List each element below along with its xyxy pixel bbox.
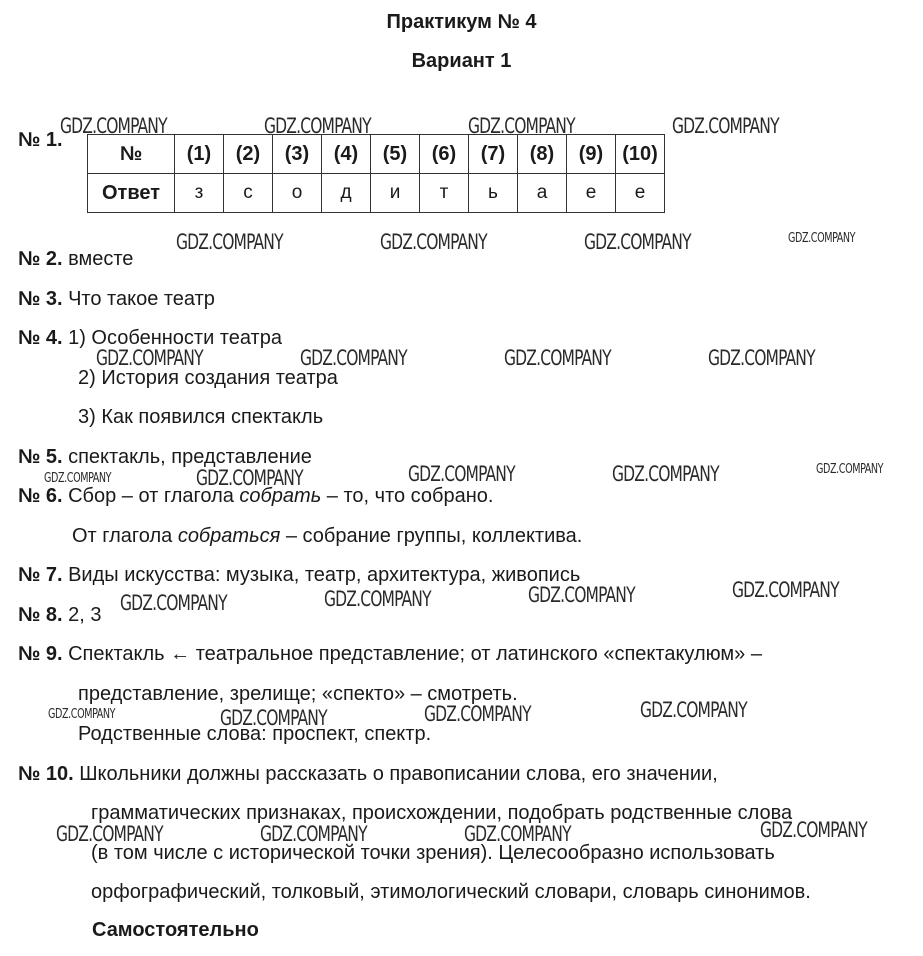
task4-item: 3) Как появился спектакль: [78, 406, 324, 428]
task6-label: № 6.: [18, 485, 63, 507]
task9-line3: Родственные слова: проспект, спектр.: [78, 723, 432, 745]
task6-verb: собрать: [239, 485, 322, 507]
answer-table-col: (9): [567, 135, 616, 174]
answer-table-header-row: [88, 135, 665, 174]
task9-label: № 9.: [18, 643, 63, 665]
watermark: GDZ.COMPANY: [672, 114, 779, 138]
watermark: GDZ.COMPANY: [760, 818, 867, 842]
task9-text: Спектакль ← театральное представление; от латинского «спектакулюм» –: [68, 643, 762, 665]
answer-cell: ь: [469, 174, 518, 213]
watermark: GDZ.COMPANY: [264, 114, 371, 138]
watermark: GDZ.COMPANY: [424, 702, 531, 726]
task6-text: Сбор – от глагола: [68, 485, 240, 507]
answer-table-number-header: №: [88, 135, 175, 174]
task7: [18, 563, 580, 587]
task6-verb: собраться: [177, 525, 281, 547]
task2: [18, 247, 133, 271]
watermark: GDZ.COMPANY: [584, 230, 691, 254]
task5-answer: спектакль, представление: [68, 446, 312, 468]
answer-cell: д: [322, 174, 371, 213]
watermark: GDZ.COMPANY: [504, 346, 611, 370]
answer-table-col: (4): [322, 135, 371, 174]
answer-table-values-row: [88, 174, 665, 213]
task6-text: – то, что собрано.: [321, 485, 494, 507]
task5-label: № 5.: [18, 446, 63, 468]
answer-table-col: (10): [616, 135, 665, 174]
task6-line2: [72, 524, 582, 548]
watermark: GDZ.COMPANY: [468, 114, 575, 138]
answer-cell: з: [175, 174, 224, 213]
answer-table-col: (7): [469, 135, 518, 174]
task8-label: № 8.: [18, 604, 63, 626]
task10-line2: грамматических признаках, происхождении, подобрать родственные слова: [91, 802, 793, 824]
task4-label: № 4.: [18, 327, 63, 349]
task6-text: От глагола: [72, 525, 178, 547]
task7-label: № 7.: [18, 564, 63, 586]
task10-line3: (в том числе с исторической точки зрения). Целесообразно использовать: [91, 842, 775, 864]
task4-item: 1) Особенности театра: [68, 327, 282, 349]
page-title: Практикум № 4: [386, 11, 537, 33]
answer-table: [87, 134, 665, 213]
watermark: GDZ.COMPANY: [48, 707, 116, 722]
task7-answer: Виды искусства: музыка, театр, архитектура, живопись: [68, 564, 581, 586]
answer-table-col: (1): [175, 135, 224, 174]
answer-table-col: (6): [420, 135, 469, 174]
task4-item: 2) История создания театра: [78, 367, 338, 389]
task9-line1: [18, 642, 762, 666]
watermark: GDZ.COMPANY: [324, 587, 431, 611]
watermark: GDZ.COMPANY: [408, 462, 515, 486]
watermark: GDZ.COMPANY: [96, 346, 203, 370]
watermark: GDZ.COMPANY: [300, 346, 407, 370]
watermark: GDZ.COMPANY: [528, 583, 635, 607]
task8-answer: 2, 3: [68, 604, 102, 626]
task10-label: № 10.: [18, 763, 74, 785]
task1-label: № 1.: [18, 129, 63, 151]
task2-label: № 2.: [18, 248, 63, 270]
watermark: GDZ.COMPANY: [816, 462, 884, 477]
task10-line4: орфографический, толковый, этимологический словари, словарь синонимов.: [91, 881, 811, 903]
answer-cell: с: [224, 174, 273, 213]
task10-line1: [18, 762, 718, 786]
answer-table-col: (8): [518, 135, 567, 174]
watermark: GDZ.COMPANY: [220, 706, 327, 730]
watermark: GDZ.COMPANY: [44, 471, 112, 486]
answer-cell: и: [371, 174, 420, 213]
answer-cell: е: [616, 174, 665, 213]
watermark: GDZ.COMPANY: [464, 822, 571, 846]
watermark: GDZ.COMPANY: [732, 578, 839, 602]
task8: [18, 603, 101, 627]
task3-answer: Что такое театр: [68, 288, 215, 310]
answer-table-col: (3): [273, 135, 322, 174]
watermark: GDZ.COMPANY: [708, 346, 815, 370]
watermark: GDZ.COMPANY: [380, 230, 487, 254]
watermark: GDZ.COMPANY: [612, 462, 719, 486]
watermark: GDZ.COMPANY: [640, 698, 747, 722]
task10-text: Школьники должны рассказать о правописании слова, его значении,: [79, 763, 718, 785]
answer-table-col: (2): [224, 135, 273, 174]
independent-work-label: Самостоятельно: [92, 919, 259, 941]
variant-title: Вариант 1: [411, 50, 512, 72]
task2-answer: вместе: [68, 248, 134, 270]
watermark: GDZ.COMPANY: [260, 822, 367, 846]
answer-cell: т: [420, 174, 469, 213]
answer-cell: е: [567, 174, 616, 213]
watermark: GDZ.COMPANY: [788, 231, 856, 246]
task9-line2: представление, зрелище; «спекто» – смотреть.: [78, 683, 518, 705]
watermark: GDZ.COMPANY: [196, 466, 303, 490]
watermark: GDZ.COMPANY: [120, 591, 227, 615]
task6-text: – собрание группы, коллектива.: [280, 525, 583, 547]
watermark: GDZ.COMPANY: [56, 822, 163, 846]
task3-label: № 3.: [18, 288, 63, 310]
watermark: GDZ.COMPANY: [60, 114, 167, 138]
watermark: GDZ.COMPANY: [176, 230, 283, 254]
answer-cell: а: [518, 174, 567, 213]
answer-cell: о: [273, 174, 322, 213]
answer-table-col: (5): [371, 135, 420, 174]
answer-table-answer-header: Ответ: [88, 174, 175, 213]
task3: [18, 287, 215, 311]
